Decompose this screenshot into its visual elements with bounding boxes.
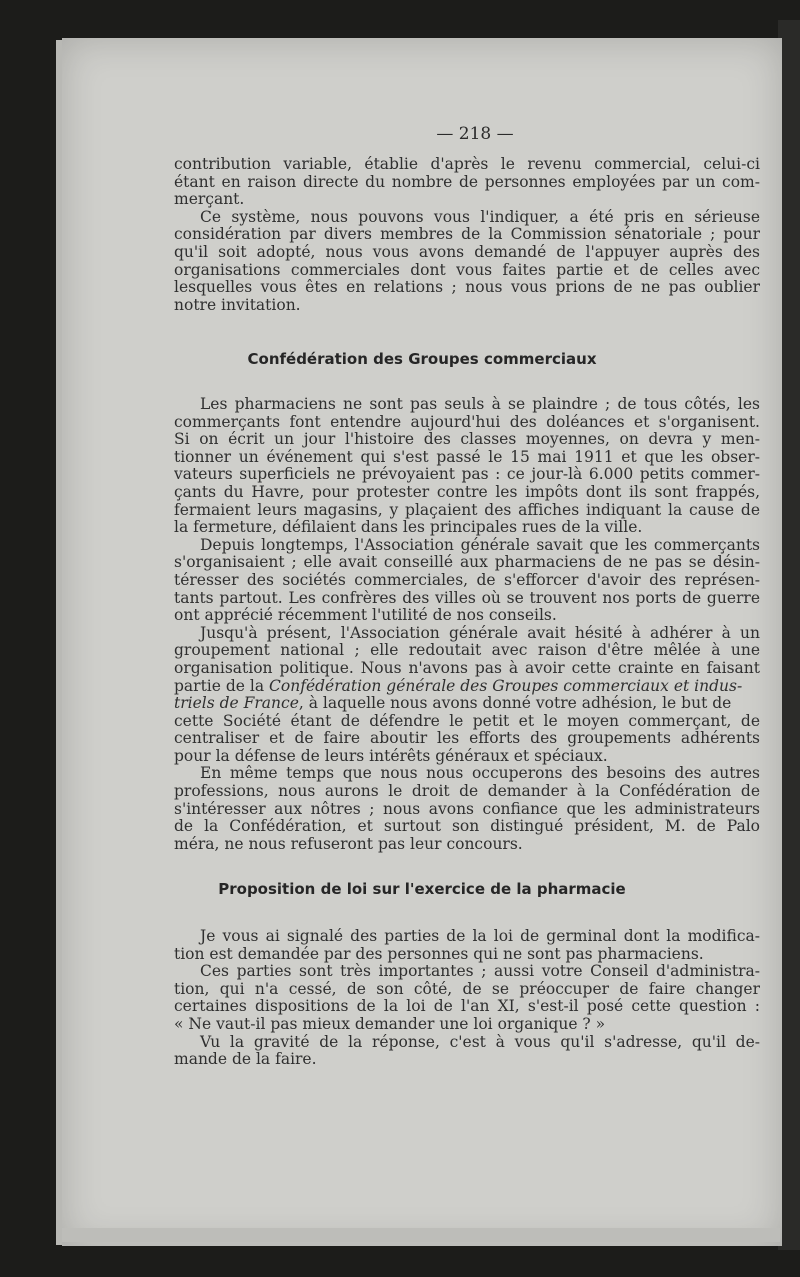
paragraph-block-2 <box>174 396 760 853</box>
confederation-name-italic-cont: triels de France <box>174 695 299 713</box>
section-heading-confederation: Confédération des Groupes commerciaux <box>247 350 597 368</box>
text-line: vateurs superficiels ne prévoyaient pas : ce jour-là 6.000 petits commer- <box>174 466 760 484</box>
text-line: centraliser et de faire aboutir les efforts des groupements adhérents <box>174 730 760 748</box>
text-line: qu'il soit adopté, nous vous avons demandé de l'appuyer auprès des <box>174 243 760 261</box>
text-line: ont apprécié récemment l'utilité de nos conseils. <box>174 607 557 625</box>
text-line: Jusqu'à présent, l'Association générale avait hésité à adhérer à un <box>200 624 760 642</box>
text-run: , à laquelle nous avons donné votre adhésion, le but de <box>298 695 732 713</box>
paragraph-block-1 <box>174 156 760 314</box>
text-line: tionner un événement qui s'est passé le 15 mai 1911 et que les obser- <box>174 448 760 466</box>
text-line: la fermeture, défilaient dans les principales rues de la ville. <box>174 519 643 537</box>
text-line: notre invitation. <box>174 296 301 314</box>
text-line: certaines dispositions de la loi de l'an XI, s'est-il posé cette question : <box>174 998 760 1016</box>
text-line: organisations commerciales dont vous faites partie et de celles avec <box>174 261 760 279</box>
text-line: tants partout. Les confrères des villes où se trouvent nos ports de guerre <box>174 589 760 607</box>
text-line: tion, qui n'a cessé, de son côté, de se préoccuper de faire changer <box>174 980 760 998</box>
text-line: fermaient leurs magasins, y plaçaient des affiches indiquant la cause de <box>174 501 760 519</box>
page-bottom-edge <box>62 1228 780 1242</box>
text-line: mande de la faire. <box>174 1051 317 1069</box>
text-line: Les pharmaciens ne sont pas seuls à se plaindre ; de tous côtés, les <box>200 396 760 413</box>
text-line: merçant. <box>174 191 245 209</box>
text-line-mixed <box>174 695 760 713</box>
text-line: cette Société étant de défendre le petit et le moyen commerçant, de <box>174 712 760 730</box>
text-line: Je vous ai signalé des parties de la loi de germinal dont la modifica- <box>200 928 760 945</box>
text-line: téresser des sociétés commerciales, de s'efforcer d'avoir des représen- <box>174 571 760 589</box>
text-line: organisation politique. Nous n'avons pas à avoir cette crainte en faisant <box>174 659 760 677</box>
text-line: méra, ne nous refuseront pas leur concours. <box>174 835 523 853</box>
text-line: tion est demandée par des personnes qui ne sont pas pharmaciens. <box>174 945 704 963</box>
text-line: lesquelles vous êtes en relations ; nous vous prions de ne pas oublier <box>174 279 760 297</box>
confederation-name-italic: Confédération générale des Groupes commerciaux et indus- <box>269 677 743 695</box>
text-line: Ces parties sont très importantes ; aussi votre Conseil d'administra- <box>200 963 760 981</box>
text-line: étant en raison directe du nombre de personnes employées par un com- <box>174 173 760 191</box>
paragraph-block-3 <box>174 928 760 1069</box>
text-line: « Ne vaut-il pas mieux demander une loi organique ? » <box>174 1015 606 1033</box>
text-line: pour la défense de leurs intérêts généraux et spéciaux. <box>174 747 608 765</box>
text-line: considération par divers membres de la Commission sénatoriale ; pour <box>174 226 760 244</box>
text-line-mixed <box>174 678 760 696</box>
text-line: Vu la gravité de la réponse, c'est à vous qu'il s'adresse, qu'il de- <box>200 1033 760 1051</box>
text-line: de la Confédération, et surtout son distingué président, M. de Palo <box>174 818 760 836</box>
section-heading-proposition: Proposition de loi sur l'exercice de la pharmacie <box>218 880 626 898</box>
text-line: Si on écrit un jour l'histoire des classes moyennes, on devra y men- <box>174 431 760 449</box>
text-run: partie de la <box>174 677 265 695</box>
text-line: Ce système, nous pouvons vous l'indiquer, a été pris en sérieuse <box>200 208 760 226</box>
text-line: çants du Havre, pour protester contre les impôts dont ils sont frappés, <box>174 483 760 501</box>
text-line: s'organisaient ; elle avait conseillé aux pharmaciens de ne pas se désin- <box>174 554 760 572</box>
text-line: groupement national ; elle redoutait avec raison d'être mêlée à une <box>174 642 760 660</box>
text-line: En même temps que nous nous occuperons des besoins des autres <box>200 765 760 783</box>
page-number: — 218 — <box>436 124 514 144</box>
text-line: commerçants font entendre aujourd'hui des doléances et s'organisent. <box>174 413 760 431</box>
text-line: Depuis longtemps, l'Association générale savait que les commerçants <box>200 536 760 554</box>
text-line: professions, nous aurons le droit de demander à la Confédération de <box>174 783 760 801</box>
text-line: s'intéresser aux nôtres ; nous avons confiance que les administrateurs <box>174 800 760 818</box>
text-line: contribution variable, établie d'après le revenu commercial, celui-ci <box>174 156 760 173</box>
